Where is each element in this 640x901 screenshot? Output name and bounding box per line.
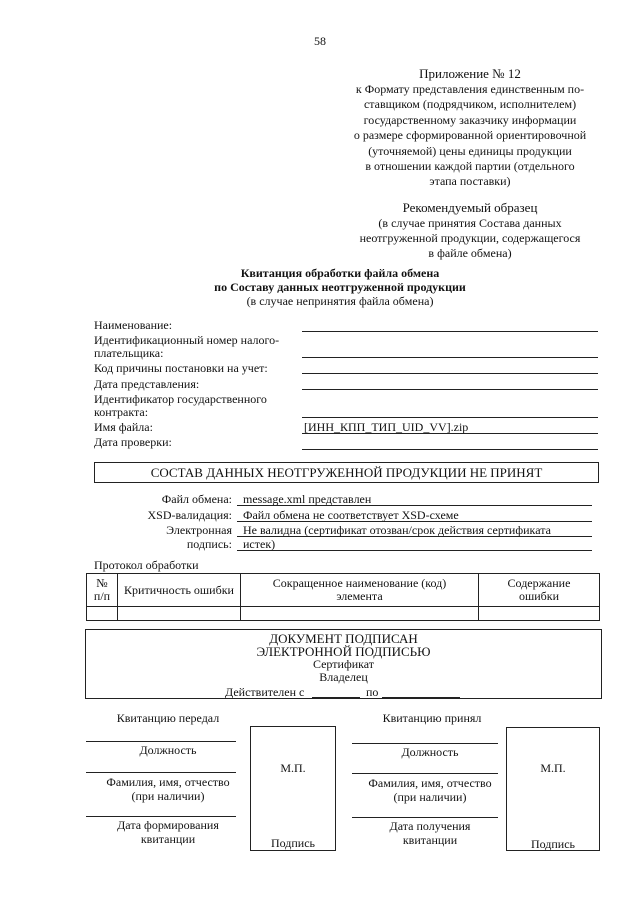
left-date-label-2: квитанции bbox=[140, 832, 196, 846]
appendix-line: ставщиком (подрядчиком, исполнителем) bbox=[363, 97, 577, 112]
recommended-line: в файле обмена) bbox=[428, 246, 512, 260]
check-signature-value: Не валидна (сертификат отозван/срок действия сертификата bbox=[243, 523, 551, 537]
document-title-line: Квитанция обработки файла обмена bbox=[240, 266, 440, 280]
check-signature-line-2 bbox=[237, 550, 592, 551]
table-cell bbox=[241, 607, 479, 621]
appendix-header bbox=[320, 66, 620, 190]
right-stamp-label: М.П. bbox=[540, 761, 566, 775]
right-fio-label: Фамилия, имя, отчество bbox=[368, 776, 492, 790]
field-name-label: Наименование: bbox=[94, 318, 173, 332]
recommended-header bbox=[320, 200, 620, 261]
check-signature-label: Электронная bbox=[166, 523, 232, 537]
field-date-submitted-line bbox=[302, 389, 598, 390]
signature-certificate: Сертификат bbox=[312, 657, 375, 671]
document-subtitle: (в случае непринятия файла обмена) bbox=[246, 294, 434, 308]
header-cell-content bbox=[479, 574, 600, 607]
right-position-label: Должность bbox=[401, 745, 459, 759]
appendix-line: к Формату представления единственным по- bbox=[355, 82, 585, 96]
field-kpp-label: Код причины постановки на учет: bbox=[94, 361, 268, 375]
field-file-name-label: Имя файла: bbox=[94, 420, 153, 434]
right-date-line bbox=[352, 817, 498, 818]
appendix-line: в отношении каждой партии (отдельного bbox=[365, 159, 575, 174]
right-fio-label-2: (при наличии) bbox=[393, 790, 467, 804]
header-cell-severity: Критичность ошибки bbox=[118, 574, 241, 607]
table-cell bbox=[87, 607, 118, 621]
protocol-table bbox=[86, 573, 600, 621]
right-stamp-box bbox=[506, 727, 600, 851]
left-date-label: Дата формирования bbox=[117, 818, 219, 832]
check-file-label: Файл обмена: bbox=[161, 492, 232, 506]
recommended-line: (в случае принятия Состава данных bbox=[378, 216, 562, 230]
appendix-line: этапа поставки) bbox=[429, 174, 511, 189]
header-cell-element bbox=[241, 574, 479, 607]
left-fio-label-2: (при наличии) bbox=[131, 789, 205, 803]
field-file-name-line bbox=[302, 433, 598, 434]
protocol-header-row bbox=[87, 574, 600, 607]
field-contract-label-2: контракта: bbox=[94, 405, 149, 419]
document-title-line: по Составу данных неотгруженной продукции bbox=[214, 280, 466, 294]
check-xsd-value: Файл обмена не соответствует XSD-схеме bbox=[243, 508, 459, 522]
left-fio-label: Фамилия, имя, отчество bbox=[106, 775, 230, 789]
field-contract-label: Идентификатор государственного bbox=[94, 392, 267, 406]
header-num-line: п/п bbox=[93, 589, 111, 603]
table-cell bbox=[118, 607, 241, 621]
check-signature-value-2: истек) bbox=[243, 537, 276, 551]
recommended-title: Рекомендуемый образец bbox=[402, 200, 538, 215]
check-signature-label-2: подпись: bbox=[186, 537, 232, 551]
appendix-title: Приложение № 12 bbox=[419, 66, 521, 81]
status-banner: СОСТАВ ДАННЫХ НЕОТГРУЖЕННОЙ ПРОДУКЦИИ НЕ ПРИНЯТ bbox=[94, 462, 599, 483]
field-inn-label: Идентификационный номер налого- bbox=[94, 333, 280, 347]
document-title bbox=[160, 266, 520, 308]
check-file-value: message.xml представлен bbox=[243, 492, 372, 506]
field-inn-line bbox=[302, 357, 598, 358]
left-block-title: Квитанцию передал bbox=[116, 711, 220, 725]
check-xsd-label: XSD-валидация: bbox=[147, 508, 232, 522]
left-stamp-box bbox=[250, 726, 336, 851]
recommended-line: неотгруженной продукции, содержащегося bbox=[359, 231, 581, 245]
signature-box-text bbox=[85, 632, 602, 684]
field-kpp-line bbox=[302, 373, 598, 374]
field-check-date-line bbox=[302, 449, 598, 450]
field-check-date-label: Дата проверки: bbox=[94, 435, 172, 449]
field-name-line bbox=[302, 331, 598, 332]
check-signature-line bbox=[237, 536, 592, 537]
right-date-label-2: квитанции bbox=[402, 833, 458, 847]
field-date-submitted-label: Дата представления: bbox=[94, 377, 200, 391]
left-fio-line bbox=[86, 772, 236, 773]
header-element-line: Сокращенное наименование (код) bbox=[272, 576, 447, 590]
field-inn-label-2: плательщика: bbox=[94, 346, 164, 360]
right-block-title: Квитанцию принял bbox=[382, 711, 482, 725]
right-signature-label: Подпись bbox=[530, 837, 576, 851]
left-date-line bbox=[86, 816, 236, 817]
signature-box-line: ЭЛЕКТРОННОЙ ПОДПИСЬЮ bbox=[256, 644, 431, 659]
left-signature-label: Подпись bbox=[270, 836, 316, 850]
right-fio-line bbox=[352, 773, 498, 774]
header-content-line: Содержание bbox=[507, 576, 571, 590]
header-num-line: № bbox=[96, 576, 108, 590]
field-file-name-value: [ИНН_КПП_ТИП_UID_VV].zip bbox=[304, 420, 469, 434]
table-cell bbox=[479, 607, 600, 621]
check-xsd-line bbox=[237, 521, 592, 522]
left-stamp-label: М.П. bbox=[280, 761, 306, 775]
left-position-line bbox=[86, 741, 236, 742]
appendix-line: (уточняемой) цены единицы продукции bbox=[368, 143, 572, 158]
signature-valid-to-line bbox=[382, 697, 460, 698]
signature-valid-from: Действителен с bbox=[225, 685, 305, 699]
signature-valid-from-line bbox=[312, 697, 360, 698]
table-row bbox=[87, 607, 600, 621]
appendix-line: государственному заказчику информации bbox=[363, 112, 577, 127]
protocol-title: Протокол обработки bbox=[94, 558, 199, 572]
right-date-label: Дата получения bbox=[389, 819, 471, 833]
right-position-line bbox=[352, 743, 498, 744]
left-position-label: Должность bbox=[139, 743, 197, 757]
check-file-line bbox=[237, 505, 592, 506]
signature-owner: Владелец bbox=[319, 670, 368, 684]
header-content-line: ошибки bbox=[518, 589, 560, 603]
appendix-line: о размере сформированной ориентировочной bbox=[353, 128, 587, 143]
header-element-line: элемента bbox=[336, 589, 383, 603]
field-contract-line bbox=[302, 417, 598, 418]
header-cell-number bbox=[87, 574, 118, 607]
signature-valid-to: по bbox=[366, 685, 379, 699]
signature-box-line: ДОКУМЕНТ ПОДПИСАН bbox=[269, 631, 418, 646]
page-number: 58 bbox=[314, 34, 326, 48]
